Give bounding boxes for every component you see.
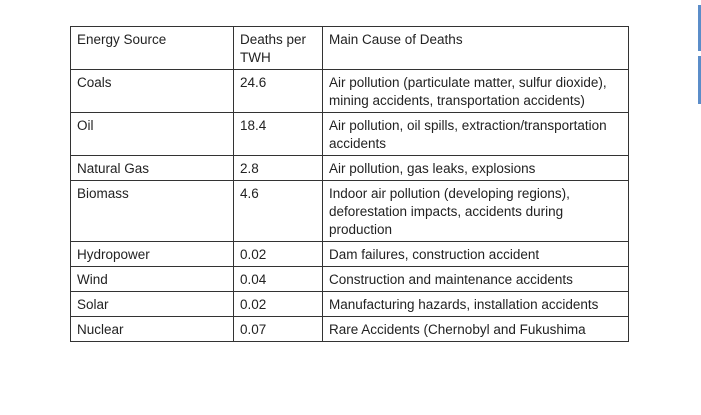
cell-source: Wind bbox=[71, 267, 234, 292]
table-row bbox=[71, 156, 629, 181]
cell-deaths: 0.02 bbox=[234, 292, 323, 317]
cell-cause: Indoor air pollution (developing regions), deforestation impacts, accidents during production bbox=[323, 181, 629, 242]
cell-source: Coals bbox=[71, 70, 234, 113]
header-deaths-per-twh: Deaths per TWH bbox=[234, 27, 323, 70]
cell-source: Solar bbox=[71, 292, 234, 317]
cell-deaths: 0.04 bbox=[234, 267, 323, 292]
table-row bbox=[71, 292, 629, 317]
cell-deaths: 0.02 bbox=[234, 242, 323, 267]
table-row bbox=[71, 70, 629, 113]
cell-cause: Air pollution, oil spills, extraction/transportation accidents bbox=[323, 113, 629, 156]
cell-source: Oil bbox=[71, 113, 234, 156]
cell-source: Biomass bbox=[71, 181, 234, 242]
cell-cause: Manufacturing hazards, installation accidents bbox=[323, 292, 629, 317]
table-header-row bbox=[71, 27, 629, 70]
table-row bbox=[71, 267, 629, 292]
cell-cause: Rare Accidents (Chernobyl and Fukushima bbox=[323, 317, 629, 342]
cell-cause: Air pollution (particulate matter, sulfur dioxide), mining accidents, transportation accidents) bbox=[323, 70, 629, 113]
table-row bbox=[71, 181, 629, 242]
cell-deaths: 4.6 bbox=[234, 181, 323, 242]
header-energy-source: Energy Source bbox=[71, 27, 234, 70]
header-main-cause: Main Cause of Deaths bbox=[323, 27, 629, 70]
cell-source: Nuclear bbox=[71, 317, 234, 342]
cell-deaths: 18.4 bbox=[234, 113, 323, 156]
cell-cause: Construction and maintenance accidents bbox=[323, 267, 629, 292]
cell-deaths: 2.8 bbox=[234, 156, 323, 181]
cell-cause: Air pollution, gas leaks, explosions bbox=[323, 156, 629, 181]
cell-source: Natural Gas bbox=[71, 156, 234, 181]
energy-deaths-table bbox=[70, 26, 629, 342]
table-row bbox=[71, 242, 629, 267]
cell-deaths: 0.07 bbox=[234, 317, 323, 342]
table-row bbox=[71, 113, 629, 156]
table-row bbox=[71, 317, 629, 342]
cell-cause: Dam failures, construction accident bbox=[323, 242, 629, 267]
cell-source: Hydropower bbox=[71, 242, 234, 267]
cell-deaths: 24.6 bbox=[234, 70, 323, 113]
